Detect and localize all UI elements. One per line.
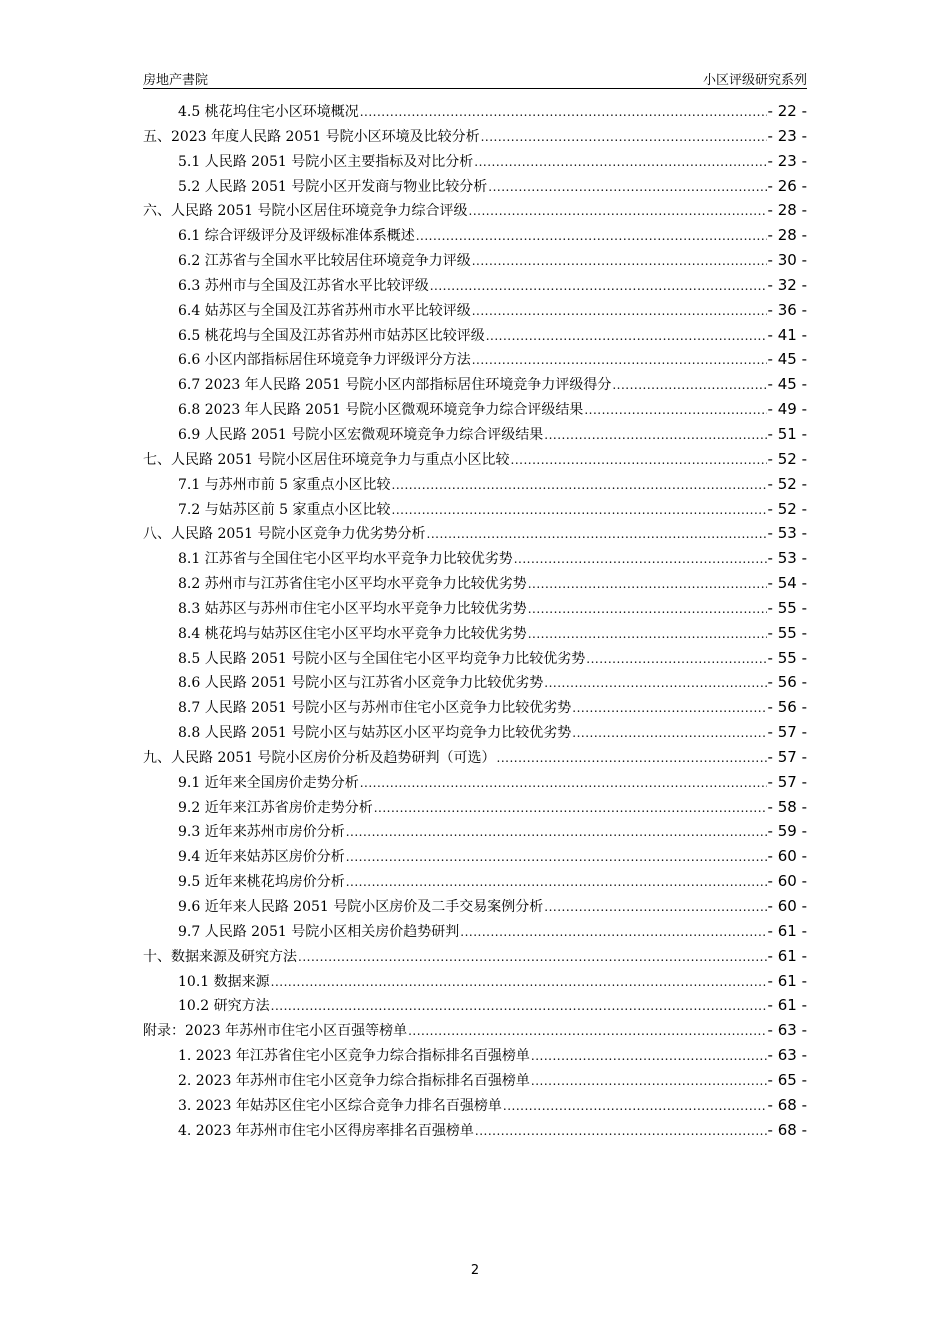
toc-entry-page: - 30 -: [767, 251, 807, 270]
dot-leader: [531, 1069, 767, 1094]
toc-entry-page: - 45 -: [767, 375, 807, 394]
toc-section-entry[interactable]: [143, 397, 807, 422]
toc-entry-title: 6.3 苏州市与全国及江苏省水平比较评级: [178, 277, 429, 294]
toc-section-entry[interactable]: [143, 670, 807, 695]
toc-section-entry[interactable]: [143, 596, 807, 621]
toc-entry-title: 8.6 人民路 2051 号院小区与江苏省小区竞争力比较优劣势: [178, 675, 544, 692]
toc-entry-title: 6.6 小区内部指标居住环境竞争力评级评分方法: [178, 352, 471, 369]
toc-section-entry[interactable]: [143, 770, 807, 795]
toc-entry-page: - 53 -: [767, 549, 807, 568]
toc-section-entry[interactable]: [143, 844, 807, 869]
toc-entry-page: - 59 -: [767, 822, 807, 841]
dot-leader: [497, 746, 767, 771]
toc-section-entry[interactable]: [143, 273, 807, 298]
toc-chapter-entry[interactable]: [143, 1018, 807, 1043]
toc-entry-title: 八、人民路 2051 号院小区竞争力优劣势分析: [143, 526, 426, 543]
toc-entry-page: - 61 -: [767, 946, 807, 965]
toc-chapter-entry[interactable]: [143, 447, 807, 472]
dot-leader: [528, 622, 767, 647]
toc-entry-title: 6.9 人民路 2051 号院小区宏微观环境竞争力综合评级结果: [178, 426, 544, 443]
dot-leader: [544, 895, 766, 920]
toc-section-entry[interactable]: [143, 298, 807, 323]
toc-section-entry[interactable]: [143, 894, 807, 919]
toc-section-entry[interactable]: [143, 993, 807, 1018]
toc-entry-page: - 63 -: [767, 1021, 807, 1040]
toc-entry-page: - 26 -: [767, 176, 807, 195]
dot-leader: [298, 945, 767, 970]
dot-leader: [430, 274, 767, 299]
toc-entry-title: 5.2 人民路 2051 号院小区开发商与物业比较分析: [178, 178, 488, 195]
dot-leader: [544, 423, 766, 448]
toc-section-entry[interactable]: [143, 372, 807, 397]
toc-entry-title: 6.5 桃花坞与全国及江苏省苏州市姑苏区比较评级: [178, 327, 485, 344]
dot-leader: [360, 771, 767, 796]
toc-entry-page: - 55 -: [767, 648, 807, 667]
toc-section-entry[interactable]: [143, 99, 807, 124]
toc-entry-title: 6.8 2023 年人民路 2051 号院小区微观环境竞争力综合评级结果: [178, 402, 584, 419]
toc-chapter-entry[interactable]: [143, 944, 807, 969]
toc-section-entry[interactable]: [143, 571, 807, 596]
dot-leader: [392, 498, 767, 523]
toc-section-entry[interactable]: [143, 248, 807, 273]
toc-entry-title: 8.1 江苏省与全国住宅小区平均水平竞争力比较优劣势: [178, 551, 513, 568]
dot-leader: [514, 547, 767, 572]
dot-leader: [572, 721, 766, 746]
dot-leader: [503, 1094, 767, 1119]
dot-leader: [531, 1044, 767, 1069]
dot-leader: [469, 199, 767, 224]
toc-section-entry[interactable]: [143, 695, 807, 720]
toc-chapter-entry[interactable]: [143, 198, 807, 223]
dot-leader: [475, 1119, 767, 1144]
toc-entry-page: - 53 -: [767, 524, 807, 543]
header-publisher: 房地产書院: [143, 73, 209, 88]
toc-entry-title: 9.7 人民路 2051 号院小区相关房价趋势研判: [178, 923, 460, 940]
toc-entry-title: 9.4 近年来姑苏区房价分析: [178, 849, 345, 866]
toc-section-entry[interactable]: [143, 1118, 807, 1143]
toc-entry-title: 十、数据来源及研究方法: [143, 948, 297, 965]
toc-entry-page: - 23 -: [767, 151, 807, 170]
toc-entry-title: 九、人民路 2051 号院小区房价分析及趋势研判（可选）: [143, 749, 496, 766]
toc-entry-page: - 36 -: [767, 300, 807, 319]
toc-entry-page: - 57 -: [767, 772, 807, 791]
toc-entry-page: - 52 -: [767, 474, 807, 493]
dot-leader: [511, 448, 767, 473]
dot-leader: [544, 671, 766, 696]
toc-section-entry[interactable]: [143, 422, 807, 447]
toc-entry-page: - 23 -: [767, 126, 807, 145]
toc-entry-title: 1. 2023 年江苏省住宅小区竞争力综合指标排名百强榜单: [178, 1048, 530, 1065]
toc-entry-page: - 52 -: [767, 499, 807, 518]
toc-entry-title: 5.1 人民路 2051 号院小区主要指标及对比分析: [178, 153, 474, 170]
toc-entry-page: - 55 -: [767, 623, 807, 642]
toc-entry-title: 9.5 近年来桃花坞房价分析: [178, 874, 345, 891]
toc-entry-title: 4.5 桃花坞住宅小区环境概况: [178, 104, 359, 120]
toc-entry-page: - 54 -: [767, 574, 807, 593]
toc-entry-page: - 32 -: [767, 275, 807, 294]
toc-entry-title: 10.2 研究方法: [178, 998, 270, 1015]
toc-entry-title: 8.8 人民路 2051 号院小区与姑苏区小区平均竞争力比较优劣势: [178, 725, 572, 742]
toc-section-entry[interactable]: [143, 472, 807, 497]
toc-section-entry[interactable]: [143, 621, 807, 646]
toc-entry-page: - 28 -: [767, 201, 807, 220]
dot-leader: [346, 820, 767, 845]
toc-section-entry[interactable]: [143, 869, 807, 894]
dot-leader: [392, 473, 767, 498]
toc-chapter-entry[interactable]: [143, 745, 807, 770]
dot-leader: [346, 845, 767, 870]
page-header: [143, 66, 807, 89]
toc-entry-page: - 61 -: [767, 921, 807, 940]
toc-entry-title: 8.5 人民路 2051 号院小区与全国住宅小区平均竞争力比较优劣势: [178, 650, 586, 667]
dot-leader: [460, 920, 766, 945]
toc-entry-title: 2. 2023 年苏州市住宅小区竞争力综合指标排名百强榜单: [178, 1072, 530, 1089]
toc-entry-title: 9.3 近年来苏州市房价分析: [178, 824, 345, 841]
toc-section-entry[interactable]: [143, 149, 807, 174]
dot-leader: [474, 150, 766, 175]
dot-leader: [486, 324, 767, 349]
dot-leader: [374, 796, 767, 821]
toc-entry-page: - 45 -: [767, 350, 807, 369]
dot-leader: [427, 522, 767, 547]
toc-entry-page: - 57 -: [767, 723, 807, 742]
dot-leader: [584, 398, 766, 423]
toc-entry-title: 7.1 与苏州市前 5 家重点小区比较: [178, 476, 391, 493]
toc-entry-title: 6.1 综合评级评分及评级标准体系概述: [178, 228, 415, 245]
dot-leader: [528, 572, 767, 597]
dot-leader: [472, 348, 767, 373]
toc-section-entry[interactable]: [143, 1068, 807, 1093]
toc-entry-title: 10.1 数据来源: [178, 973, 270, 990]
dot-leader: [360, 100, 767, 125]
toc-entry-title: 8.3 姑苏区与苏州市住宅小区平均水平竞争力比较优劣势: [178, 600, 527, 617]
toc-entry-page: - 52 -: [767, 449, 807, 468]
toc-entry-page: - 61 -: [767, 971, 807, 990]
toc-entry-page: - 68 -: [767, 1095, 807, 1114]
toc-entry-page: - 60 -: [767, 847, 807, 866]
toc-entry-title: 6.7 2023 年人民路 2051 号院小区内部指标居住环境竞争力评级得分: [178, 377, 612, 394]
toc-entry-title: 7.2 与姑苏区前 5 家重点小区比较: [178, 501, 391, 518]
toc-entry-title: 9.2 近年来江苏省房价走势分析: [178, 799, 373, 816]
toc-entry-page: - 65 -: [767, 1070, 807, 1089]
dot-leader: [528, 597, 767, 622]
dot-leader: [416, 224, 767, 249]
toc-entry-title: 附录：2023 年苏州市住宅小区百强等榜单: [143, 1023, 408, 1040]
toc-chapter-entry[interactable]: [143, 124, 807, 149]
toc-section-entry[interactable]: [143, 323, 807, 348]
toc-entry-page: - 56 -: [767, 698, 807, 717]
toc-chapter-entry[interactable]: [143, 521, 807, 546]
toc-entry-title: 七、人民路 2051 号院小区居住环境竞争力与重点小区比较: [143, 451, 510, 468]
toc-entry-title: 9.1 近年来全国房价走势分析: [178, 774, 359, 791]
toc-section-entry[interactable]: [143, 1093, 807, 1118]
toc-entry-page: - 56 -: [767, 673, 807, 692]
toc-entry-page: - 55 -: [767, 598, 807, 617]
toc-section-entry[interactable]: [143, 720, 807, 745]
dot-leader: [472, 299, 767, 324]
toc-entry-title: 五、2023 年度人民路 2051 号院小区环境及比较分析: [143, 128, 480, 145]
toc-entry-title: 3. 2023 年姑苏区住宅小区综合竞争力排名百强榜单: [178, 1097, 502, 1114]
dot-leader: [408, 1019, 766, 1044]
toc-entry-page: - 28 -: [767, 226, 807, 245]
toc-section-entry[interactable]: [143, 546, 807, 571]
dot-leader: [472, 249, 767, 274]
dot-leader: [488, 175, 766, 200]
dot-leader: [586, 647, 766, 672]
toc-section-entry[interactable]: [143, 497, 807, 522]
toc-entry-page: - 63 -: [767, 1046, 807, 1065]
toc-entry-title: 8.4 桃花坞与姑苏区住宅小区平均水平竞争力比较优劣势: [178, 625, 527, 642]
toc-section-entry[interactable]: [143, 223, 807, 248]
toc-section-entry[interactable]: [143, 347, 807, 372]
toc-entry-page: - 58 -: [767, 797, 807, 816]
toc-section-entry[interactable]: [143, 795, 807, 820]
dot-leader: [612, 373, 766, 398]
toc-section-entry[interactable]: [143, 1043, 807, 1068]
page-number: 2: [470, 1263, 480, 1278]
toc-entry-page: - 49 -: [767, 400, 807, 419]
toc-entry-title: 六、人民路 2051 号院小区居住环境竞争力综合评级: [143, 203, 468, 220]
toc-entry-title: 4. 2023 年苏州市住宅小区得房率排名百强榜单: [178, 1122, 474, 1139]
toc-entry-title: 9.6 近年来人民路 2051 号院小区房价及二手交易案例分析: [178, 899, 544, 915]
table-of-contents: [143, 99, 807, 1142]
dot-leader: [271, 994, 767, 1019]
toc-section-entry[interactable]: [143, 919, 807, 944]
toc-section-entry[interactable]: [143, 174, 807, 199]
toc-entry-page: - 68 -: [767, 1120, 807, 1139]
header-series-title: 小区评级研究系列: [702, 73, 807, 88]
toc-entry-page: - 57 -: [767, 747, 807, 766]
toc-entry-page: - 41 -: [767, 325, 807, 344]
toc-entry-title: 6.4 姑苏区与全国及江苏省苏州市水平比较评级: [178, 302, 471, 319]
toc-entry-title: 8.7 人民路 2051 号院小区与苏州市住宅小区竞争力比较优劣势: [178, 700, 572, 717]
toc-section-entry[interactable]: [143, 969, 807, 994]
toc-section-entry[interactable]: [143, 819, 807, 844]
dot-leader: [481, 125, 767, 150]
toc-section-entry[interactable]: [143, 646, 807, 671]
toc-entry-page: - 51 -: [767, 424, 807, 443]
dot-leader: [346, 870, 767, 895]
toc-entry-page: - 60 -: [767, 872, 807, 891]
toc-entry-title: 8.2 苏州市与江苏省住宅小区平均水平竞争力比较优劣势: [178, 576, 527, 593]
toc-entry-page: - 22 -: [767, 102, 807, 120]
toc-entry-page: - 61 -: [767, 996, 807, 1015]
dot-leader: [271, 970, 767, 995]
toc-entry-title: 6.2 江苏省与全国水平比较居住环境竞争力评级: [178, 253, 471, 270]
toc-entry-page: - 60 -: [767, 897, 807, 915]
dot-leader: [572, 696, 766, 721]
